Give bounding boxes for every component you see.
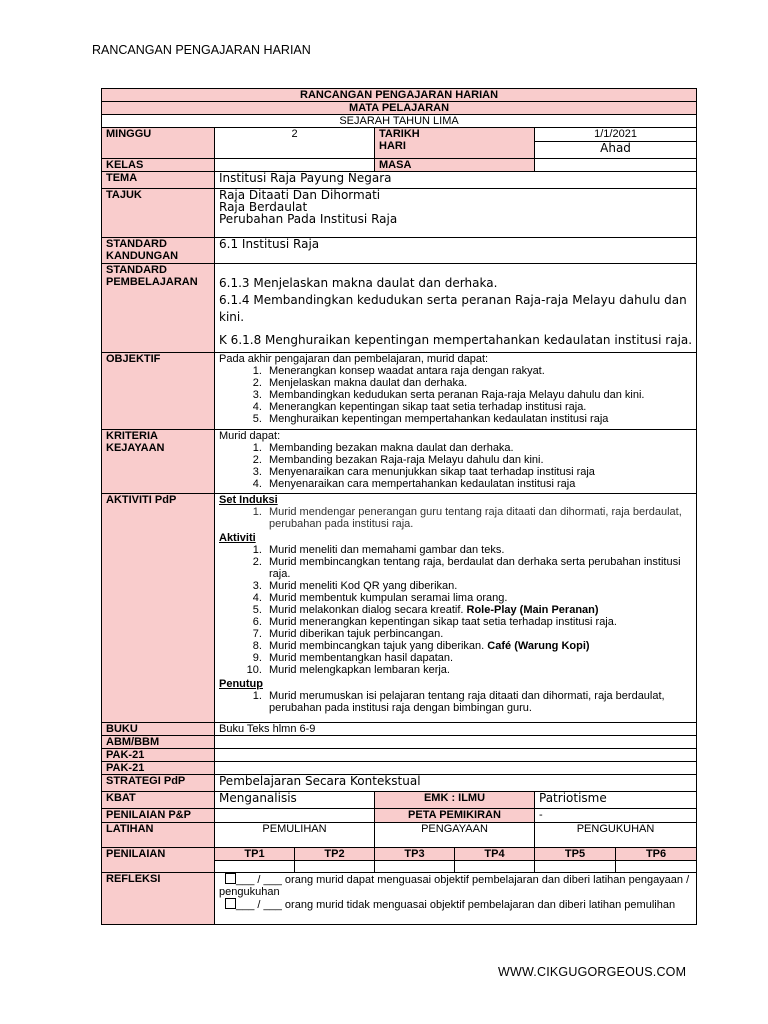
objektif-value — [215, 353, 697, 430]
tajuk-value — [215, 189, 697, 238]
strategi-label: STRATEGI PdP — [102, 775, 215, 792]
aktiviti-heading: Aktiviti — [219, 532, 256, 544]
list-item: 5. Menghuraikan kepentingan mempertahankan kedaulatan institusi raja — [265, 413, 692, 425]
list-item: 6. Murid menerangkan kepentingan sikap taat setia terhadap institusi raja. — [265, 616, 692, 628]
standard-kandungan-value: 6.1 Institusi Raja — [215, 238, 697, 264]
list-item: 4. Menyenaraikan cara mempertahankan kedaulatan institusi raja — [265, 478, 692, 490]
list-item: 1. Murid mendengar penerangan guru tentang raja ditaati dan dihormati, raja berdaulat, perubahan pada institusi raja. — [265, 506, 692, 530]
list-item: 1. Membanding bezakan makna daulat dan derhaka. — [265, 442, 692, 454]
buku-value: Buku Teks hlmn 6-9 — [215, 723, 697, 736]
list-item: 7. Murid diberikan tajuk perbincangan. — [265, 628, 692, 640]
tp-header: TP6 — [616, 848, 697, 861]
tp-cell — [295, 861, 375, 873]
emk-label: EMK : ILMU — [375, 792, 535, 809]
tp-cell — [535, 861, 616, 873]
kbat-value: Menganalisis — [215, 792, 375, 809]
abm-value — [215, 736, 697, 749]
sp-line: K 6.1.8 Menghuraikan kepentingan mempertahankan kedaulatan institusi raja. — [219, 333, 693, 347]
pak21-label: PAK-21 — [102, 749, 215, 762]
hari-label: HARI — [379, 140, 406, 152]
tp-cell — [215, 861, 295, 873]
latihan-option: PENGUKUHAN — [535, 823, 697, 848]
kelas-label: KELAS — [102, 159, 215, 172]
tajuk-label: TAJUK — [102, 189, 215, 238]
penilaian-label: PENILAIAN — [102, 848, 215, 873]
emk-value: Patriotisme — [535, 792, 697, 809]
subject-header: MATA PELAJARAN — [102, 102, 697, 115]
refleksi-line — [219, 898, 692, 911]
pak21-label: PAK-21 — [102, 762, 215, 775]
masa-value — [535, 159, 697, 172]
tema-value: Institusi Raja Payung Negara — [215, 172, 697, 189]
aktiviti-label: AKTIVITI PdP — [102, 494, 215, 723]
refleksi-text: ___ / ___ orang murid dapat menguasai objektif pembelajaran dan diberi latihan pengayaan / pengukuhan — [219, 874, 690, 898]
masa-label: MASA — [375, 159, 535, 172]
kriteria-intro: Murid dapat: — [219, 430, 281, 442]
list-item — [265, 604, 692, 616]
peta-value: - — [535, 809, 697, 823]
refleksi-value — [215, 873, 697, 925]
list-item: 3. Murid meneliti Kod QR yang diberikan. — [265, 580, 692, 592]
latihan-option: PENGAYAAN — [375, 823, 535, 848]
penilaian-pp-label: PENILAIAN P&P — [102, 809, 215, 823]
tajuk-line: Raja Berdaulat — [219, 200, 308, 214]
list-item: 10. Murid melengkapkan lembaran kerja. — [265, 664, 692, 676]
tp-cell — [616, 861, 697, 873]
penutup-heading: Penutup — [219, 678, 263, 690]
list-item: 4. Murid membentuk kumpulan seramai lima orang. — [265, 592, 692, 604]
objektif-intro: Pada akhir pengajaran dan pembelajaran, murid dapat: — [219, 353, 489, 365]
list-item: 3. Membandingkan kedudukan serta peranan Raja-raja Melayu dahulu dan kini. — [265, 389, 692, 401]
pak21-value — [215, 749, 697, 762]
standard-pembelajaran-label: STANDARD PEMBELAJARAN — [102, 264, 215, 353]
standard-kandungan-label: STANDARD KANDUNGAN — [102, 238, 215, 264]
tp-header: TP3 — [375, 848, 455, 861]
checkbox[interactable] — [225, 898, 236, 909]
tp-header: TP2 — [295, 848, 375, 861]
list-item: 1. Murid merumuskan isi pelajaran tentang raja ditaati dan dihormati, raja berdaulat, perubahan pada institusi raja dengan bimbingan guru. — [265, 690, 692, 714]
tarikh-hari-label — [375, 128, 535, 159]
latihan-label: LATIHAN — [102, 823, 215, 848]
item-text: Murid membincangkan tajuk yang diberikan. — [269, 640, 485, 652]
list-item: 3. Menyenaraikan cara menunjukkan sikap taat terhadap institusi raja — [265, 466, 692, 478]
list-item: 2. Menjelaskan makna daulat dan derhaka. — [265, 377, 692, 389]
penilaian-pp-value — [215, 809, 375, 823]
tarikh-label: TARIKH — [379, 128, 420, 140]
tajuk-line: Raja Ditaati Dan Dihormati — [219, 188, 381, 202]
sp-line: 6.1.3 Menjelaskan makna daulat dan derhaka. — [219, 276, 498, 290]
list-item: 2. Murid membincangkan tentang raja, berdaulat dan derhaka serta perubahan institusi raja. — [265, 556, 692, 580]
minggu-value: 2 — [215, 128, 375, 159]
item-bold: Role-Play (Main Peranan) — [466, 604, 599, 616]
title-cell: RANCANGAN PENGAJARAN HARIAN — [102, 89, 697, 102]
subject-value: SEJARAH TAHUN LIMA — [102, 115, 697, 128]
tarikh-value: 1/1/2021 — [535, 128, 697, 142]
sp-line: 6.1.4 Membandingkan kedudukan serta peranan Raja-raja Melayu dahulu dan kini. — [219, 293, 687, 324]
kriteria-label: KRITERIA KEJAYAAN — [102, 430, 215, 494]
checkbox[interactable] — [225, 873, 236, 884]
list-item: 4. Menerangkan kepentingan sikap taat setia terhadap institusi raja. — [265, 401, 692, 413]
tema-label: TEMA — [102, 172, 215, 189]
tp-header: TP1 — [215, 848, 295, 861]
item-text: Murid melakonkan dialog secara kreatif. — [269, 604, 464, 616]
refleksi-text: ___ / ___ orang murid tidak menguasai objektif pembelajaran dan diberi latihan pemulihan — [236, 899, 676, 911]
refleksi-label: REFLEKSI — [102, 873, 215, 925]
item-bold: Café (Warung Kopi) — [487, 640, 590, 652]
objektif-label: OBJEKTIF — [102, 353, 215, 430]
minggu-label: MINGGU — [102, 128, 215, 159]
list-item: 9. Murid membentangkan hasil dapatan. — [265, 652, 692, 664]
tp-header: TP5 — [535, 848, 616, 861]
set-induksi-heading: Set Induksi — [219, 494, 278, 506]
tajuk-line: Perubahan Pada Institusi Raja — [219, 212, 398, 226]
list-item: 1. Murid meneliti dan memahami gambar dan teks. — [265, 544, 692, 556]
strategi-value: Pembelajaran Secara Kontekstual — [215, 775, 697, 792]
page-header: RANCANGAN PENGAJARAN HARIAN — [92, 43, 311, 57]
kriteria-value — [215, 430, 697, 494]
pak21-value — [215, 762, 697, 775]
abm-label: ABM/BBM — [102, 736, 215, 749]
lesson-plan-table — [101, 88, 697, 925]
list-item: 2. Membanding bezakan Raja-raja Melayu dahulu dan kini. — [265, 454, 692, 466]
list-item: 1. Menerangkan konsep waadat antara raja dengan rakyat. — [265, 365, 692, 377]
peta-label: PETA PEMIKIRAN — [375, 809, 535, 823]
footer-url: WWW.CIKGUGORGEOUS.COM — [498, 965, 687, 979]
kbat-label: KBAT — [102, 792, 215, 809]
hari-value: Ahad — [535, 142, 697, 159]
refleksi-line — [219, 873, 692, 898]
aktiviti-value — [215, 494, 697, 723]
latihan-option: PEMULIHAN — [215, 823, 375, 848]
tp-cell — [375, 861, 455, 873]
standard-pembelajaran-value — [215, 264, 697, 353]
tp-cell — [455, 861, 535, 873]
list-item — [265, 640, 692, 652]
tp-header: TP4 — [455, 848, 535, 861]
buku-label: BUKU — [102, 723, 215, 736]
kelas-value — [215, 159, 375, 172]
